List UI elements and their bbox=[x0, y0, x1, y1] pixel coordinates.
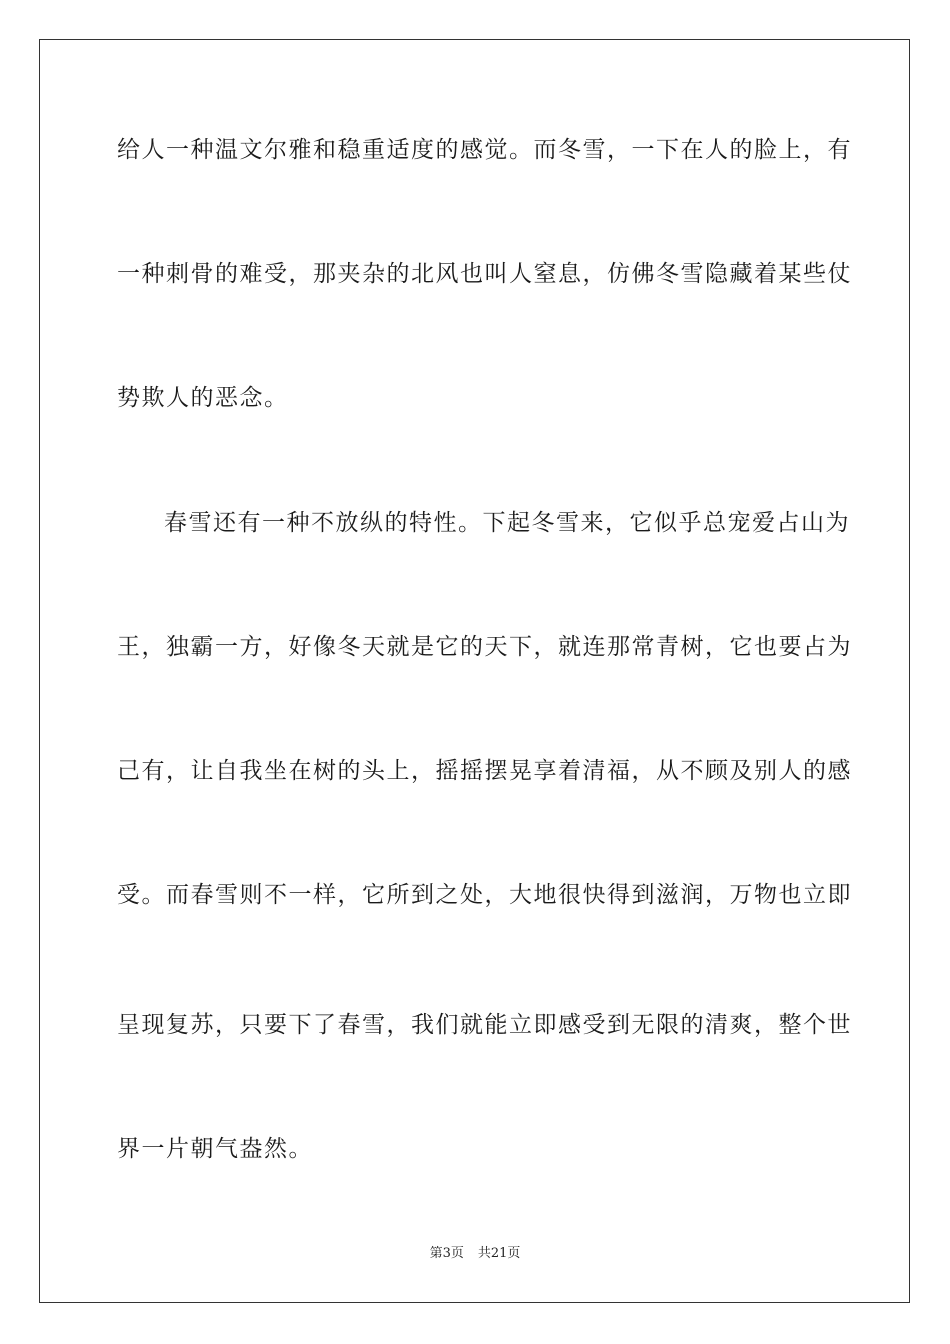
page-number-current: 第3页 bbox=[429, 1246, 464, 1261]
text-line-6: 己有，让自我坐在树的头上，摇摇摆晃享着清福，从不顾及别人的感 bbox=[117, 758, 852, 784]
text-line-3: 势欺人的恶念。 bbox=[117, 385, 289, 411]
text-line-1: 给人一种温文尔雅和稳重适度的感觉。而冬雪，一下在人的脸上，有 bbox=[117, 137, 852, 163]
page-number-total: 共21页 bbox=[477, 1246, 521, 1261]
text-line-7: 受。而春雪则不一样，它所到之处，大地很快得到滋润，万物也立即 bbox=[117, 882, 852, 908]
text-line-8: 呈现复苏，只要下了春雪，我们就能立即感受到无限的清爽，整个世 bbox=[117, 1012, 852, 1038]
text-line-4: 春雪还有一种不放纵的特性。下起冬雪来，它似乎总宠爱占山为 bbox=[164, 510, 850, 536]
text-line-9: 界一片朝气盎然。 bbox=[117, 1136, 313, 1162]
page-border bbox=[39, 39, 910, 1303]
page-footer bbox=[0, 1245, 950, 1263]
text-line-2: 一种刺骨的难受，那夹杂的北风也叫人窒息，仿佛冬雪隐藏着某些仗 bbox=[117, 261, 852, 287]
text-line-5: 王，独霸一方，好像冬天就是它的天下，就连那常青树，它也要占为 bbox=[117, 634, 852, 660]
